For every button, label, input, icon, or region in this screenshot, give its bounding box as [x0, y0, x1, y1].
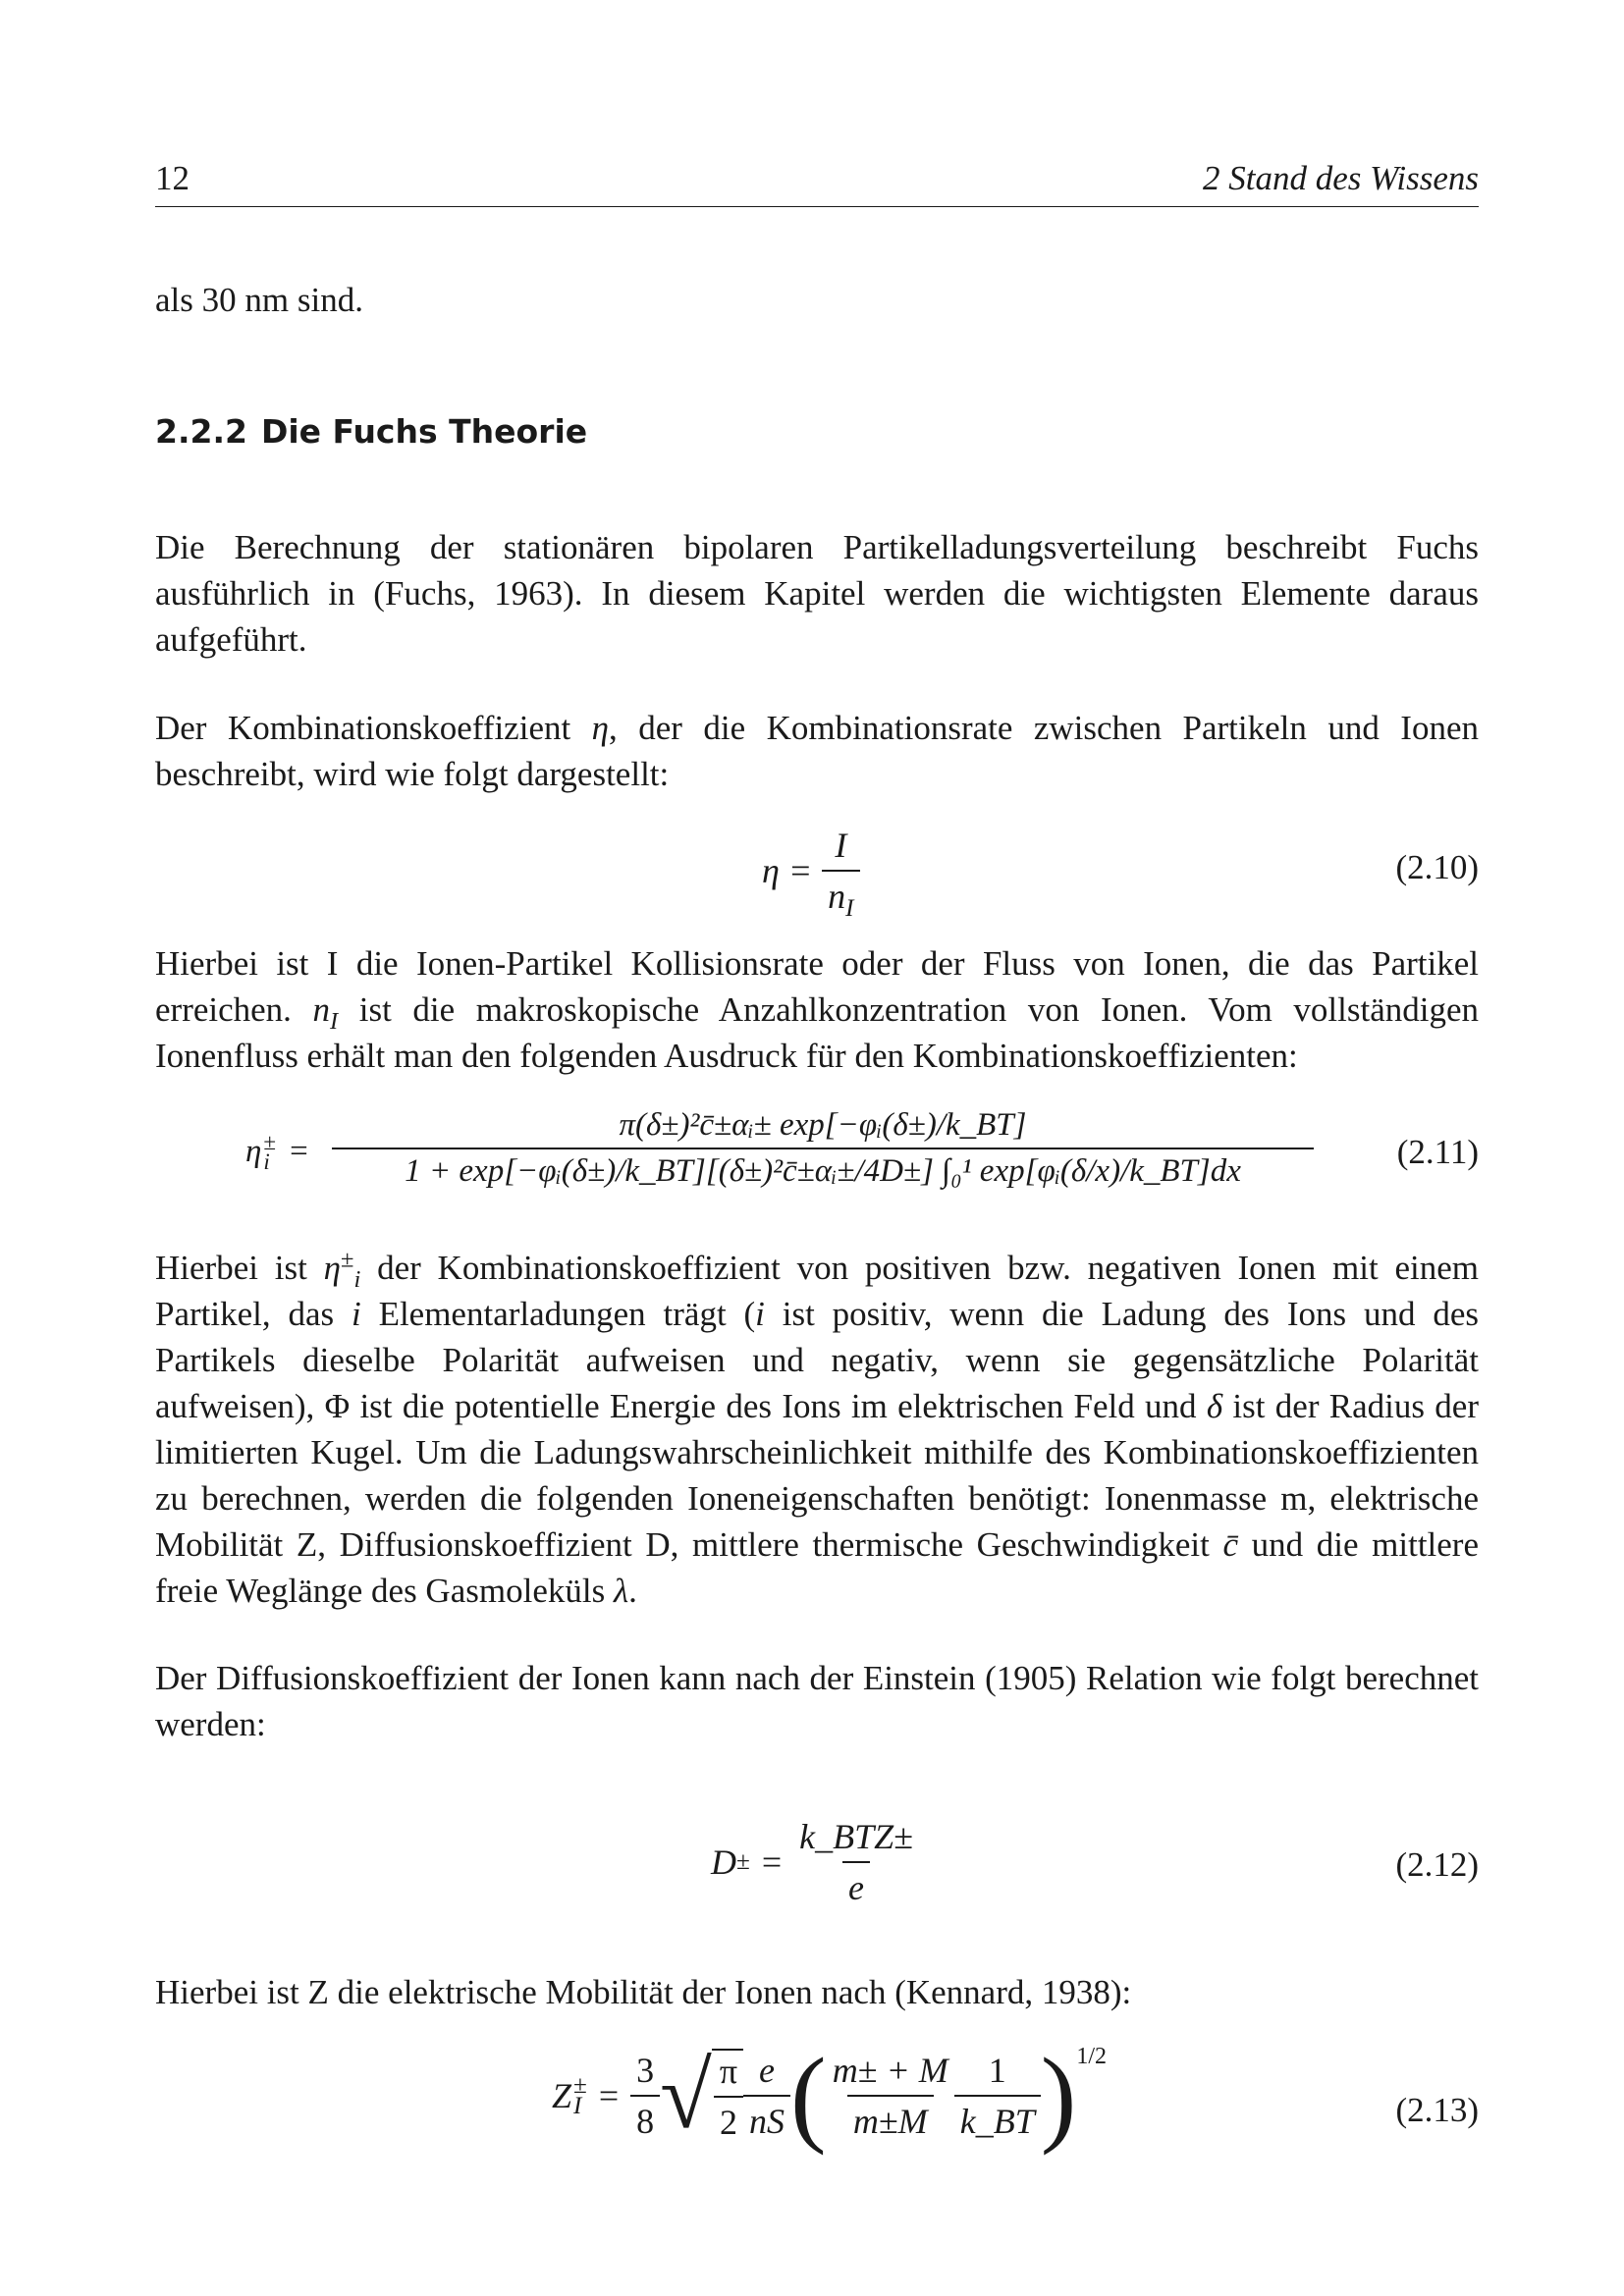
chapter-title: 2 Stand des Wissens	[1203, 159, 1479, 197]
equation-2-12: D ± = $\frac{\text{k\_BTZ±}}{e}$ (2.12)	[711, 1817, 1479, 1907]
eq210-lhs: η =	[762, 851, 813, 890]
running-header	[155, 157, 1479, 207]
eq212-numerator: k_BTZ±	[799, 1817, 913, 1856]
eq213-lhs: Z	[552, 2076, 572, 2115]
section-number: 2.2.2	[155, 412, 247, 451]
equation-number-2-13: (2.13)	[1395, 2091, 1479, 2129]
eq210-numerator: I	[835, 826, 847, 865]
symbol-eta: η	[591, 709, 610, 747]
symbol-n-I: n	[312, 990, 330, 1029]
paragraph-intro: Die Berechnung der stationären bipolaren Partikelladungsverteilung beschreibt Fuchs ausführlich in (Fuchs, 1963). In diesem Kapitel werden die wichtigsten Elemente daraus aufgeführt.	[155, 528, 1479, 659]
equation-number-2-12: (2.12)	[1395, 1845, 1479, 1884]
eq212-denominator: e	[848, 1868, 865, 1907]
equation-number-2-11: (2.11)	[1396, 1133, 1479, 1171]
paragraph-continuation: als 30 nm sind.	[155, 281, 363, 319]
square-root: √ $\frac{\pi}{2}$	[660, 2049, 743, 2143]
paragraph-ion-flux: Hierbei ist I die Ionen-Partikel Kollisionsrate oder der Fluss von Ionen, die das Partikel erreichen. $n_I$ ist die makroskopische Anzahlkonzentration von Ionen. Vom vollständigen Ionenfluss erhält man den folgenden Ausdruck für den Kombinationskoeffizienten:	[155, 944, 1479, 1075]
eq213-exponent: 1/2	[1076, 2044, 1108, 2069]
eq211-denominator: 1 + exp[−φᵢ(δ±)/k_BT][(δ±)²c̄±αᵢ±/4D±] ∫₀¹ exp[φᵢ(δ/x)/k_BT]dx	[332, 1148, 1314, 1190]
equation-2-11: η ± i = π(δ±)²c̄±αᵢ± exp[−φᵢ(δ±)/k_BT] 1 + exp[−φᵢ(δ±)/k_BT][(δ±)²c̄±αᵢ±/4D±] ∫₀¹ exp[φᵢ(δ/x)/k_BT]dx (2.11)	[245, 1107, 1479, 1189]
paragraph-eta-definition: Der Kombinationskoeffizient η, der die Kombinationsrate zwischen Partikeln und Ionen beschreibt, wird wie folgt dargestellt:	[155, 709, 1479, 793]
page-number: 12	[155, 159, 189, 197]
equation-2-13: Z ± I = $\frac{3}{8}$ √ $\frac{\pi}{2}$ $\frac{e}{nS}$ ( $\frac{m\pm + M}{m\pm M}$ $\frac{1}{k\_BT}$ ) 1/2 (2.13)	[552, 2036, 1479, 2156]
paragraph-mobility: Hierbei ist Z die elektrische Mobilität der Ionen nach (Kennard, 1938):	[155, 1973, 1132, 2011]
equation-number-2-10: (2.10)	[1395, 848, 1479, 886]
eq210-denominator: n	[828, 877, 846, 916]
paragraph-coefficient-description: Hierbei ist $\eta^\pm_i$ der Kombinationskoeffizient von positiven bzw. negativen Ionen mit einem Partikel, das i Elementarladungen trägt (i ist positiv, wenn die Ladung des Ions und des Partikels dieselbe Polarität aufweisen und negativ, wenn sie gegensätzliche Polarität aufweisen), Φ ist die potentielle Energie des Ions im elektrischen Feld und δ ist der Radius der limitierten Kugel. Um die Ladungswahrscheinlichkeit mithilfe des Kombinationskoeffizienten zu berechnen, werden die folgenden Ioneneigenschaften benötigt: Ionenmasse m, elektrische Mobilität Z, Diffusionskoeffizient D, mittlere thermische Geschwindigkeit c̄ und die mittlere freie Weglänge des Gasmoleküls λ.	[155, 1246, 1479, 1610]
eq211-lhs: η	[245, 1134, 262, 1170]
section-title: Die Fuchs Theorie	[260, 412, 588, 451]
equation-2-10: η = $\frac{I}{n_I}$ (2.10)	[762, 826, 1479, 923]
eq211-numerator: π(δ±)²c̄±αᵢ± exp[−φᵢ(δ±)/k_BT]	[619, 1107, 1027, 1143]
paragraph-diffusion: Der Diffusionskoeffizient der Ionen kann nach der Einstein (1905) Relation wie folgt berechnet werden:	[155, 1659, 1479, 1743]
eq212-lhs: D	[711, 1842, 736, 1882]
section-heading	[155, 412, 587, 451]
